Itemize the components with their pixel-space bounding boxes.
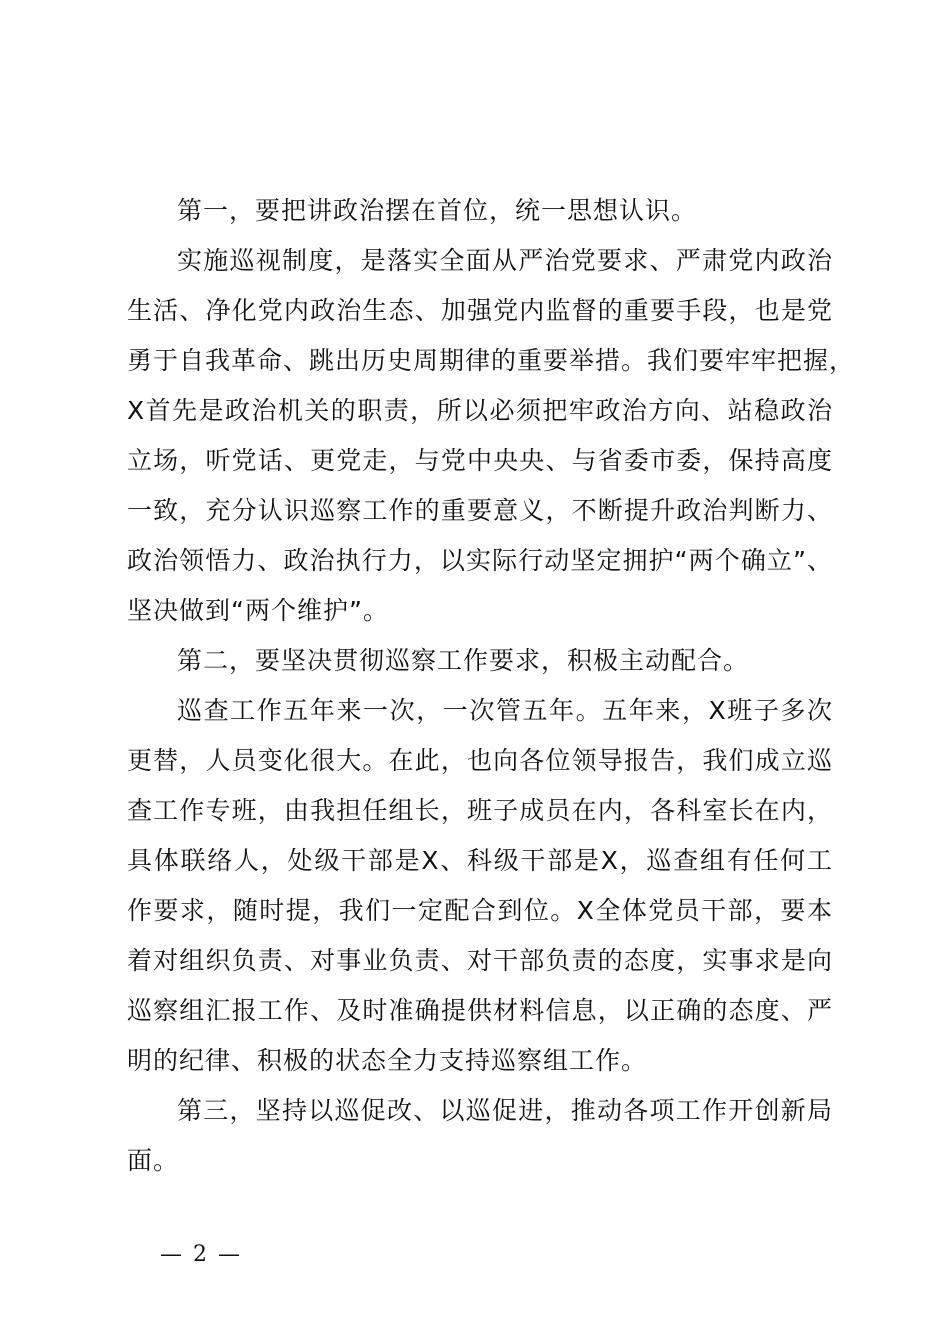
page-number: — 2 — <box>160 1242 242 1267</box>
paragraph-line: 巡查工作五年来一次，一次管五年。五年来，X班子多次 <box>177 696 833 725</box>
paragraph-line: 着对组织负责、对事业负责、对干部负责的态度，实事求是向 <box>127 946 833 975</box>
paragraph-line: 作要求，随时提，我们一定配合到位。X全体党员干部，要本 <box>127 896 833 925</box>
paragraph-line: 第一，要把讲政治摆在首位，统一思想认识。 <box>177 196 698 225</box>
paragraph-line: 更替，人员变化很大。在此，也向各位领导报告，我们成立巡 <box>127 746 833 775</box>
paragraph-5 <box>127 1086 833 1186</box>
paragraph-1 <box>127 186 833 236</box>
paragraph-line: 查工作专班，由我担任组长，班子成员在内，各科室长在内， <box>127 796 833 825</box>
paragraph-4 <box>127 686 833 1086</box>
paragraph-2 <box>127 236 856 636</box>
paragraph-line: 坚决做到“两个维护”。 <box>127 596 389 625</box>
paragraph-line: 实施巡视制度，是落实全面从严治党要求、严肃党内政治 <box>177 246 833 275</box>
paragraph-line: 第三，坚持以巡促改、以巡促进，推动各项工作开创新局 <box>177 1096 833 1125</box>
document-body <box>127 186 856 1186</box>
paragraph-line: 明的纪律、积极的状态全力支持巡察组工作。 <box>127 1046 648 1075</box>
paragraph-line: 面。 <box>127 1146 180 1175</box>
paragraph-line: 具体联络人，处级干部是X、科级干部是X，巡查组有任何工 <box>127 846 833 875</box>
paragraph-line: 一致，充分认识巡察工作的重要意义，不断提升政治判断力、 <box>127 496 833 525</box>
paragraph-line: 生活、净化党内政治生态、加强党内监督的重要手段，也是党 <box>127 296 833 325</box>
paragraph-3 <box>127 636 833 686</box>
paragraph-line: 立场，听党话、更党走，与党中央央、与省委市委，保持高度 <box>127 446 833 475</box>
paragraph-line: 政治领悟力、政治执行力，以实际行动坚定拥护“两个确立”、 <box>127 546 833 575</box>
paragraph-line: 第二，要坚决贯彻巡察工作要求，积极主动配合。 <box>177 646 750 675</box>
paragraph-line: 勇于自我革命、跳出历史周期律的重要举措。我们要牢牢把握， <box>127 346 856 375</box>
paragraph-line: X首先是政治机关的职责，所以必须把牢政治方向、站稳政治 <box>127 396 833 425</box>
paragraph-line: 巡察组汇报工作、及时准确提供材料信息，以正确的态度、严 <box>127 996 833 1025</box>
